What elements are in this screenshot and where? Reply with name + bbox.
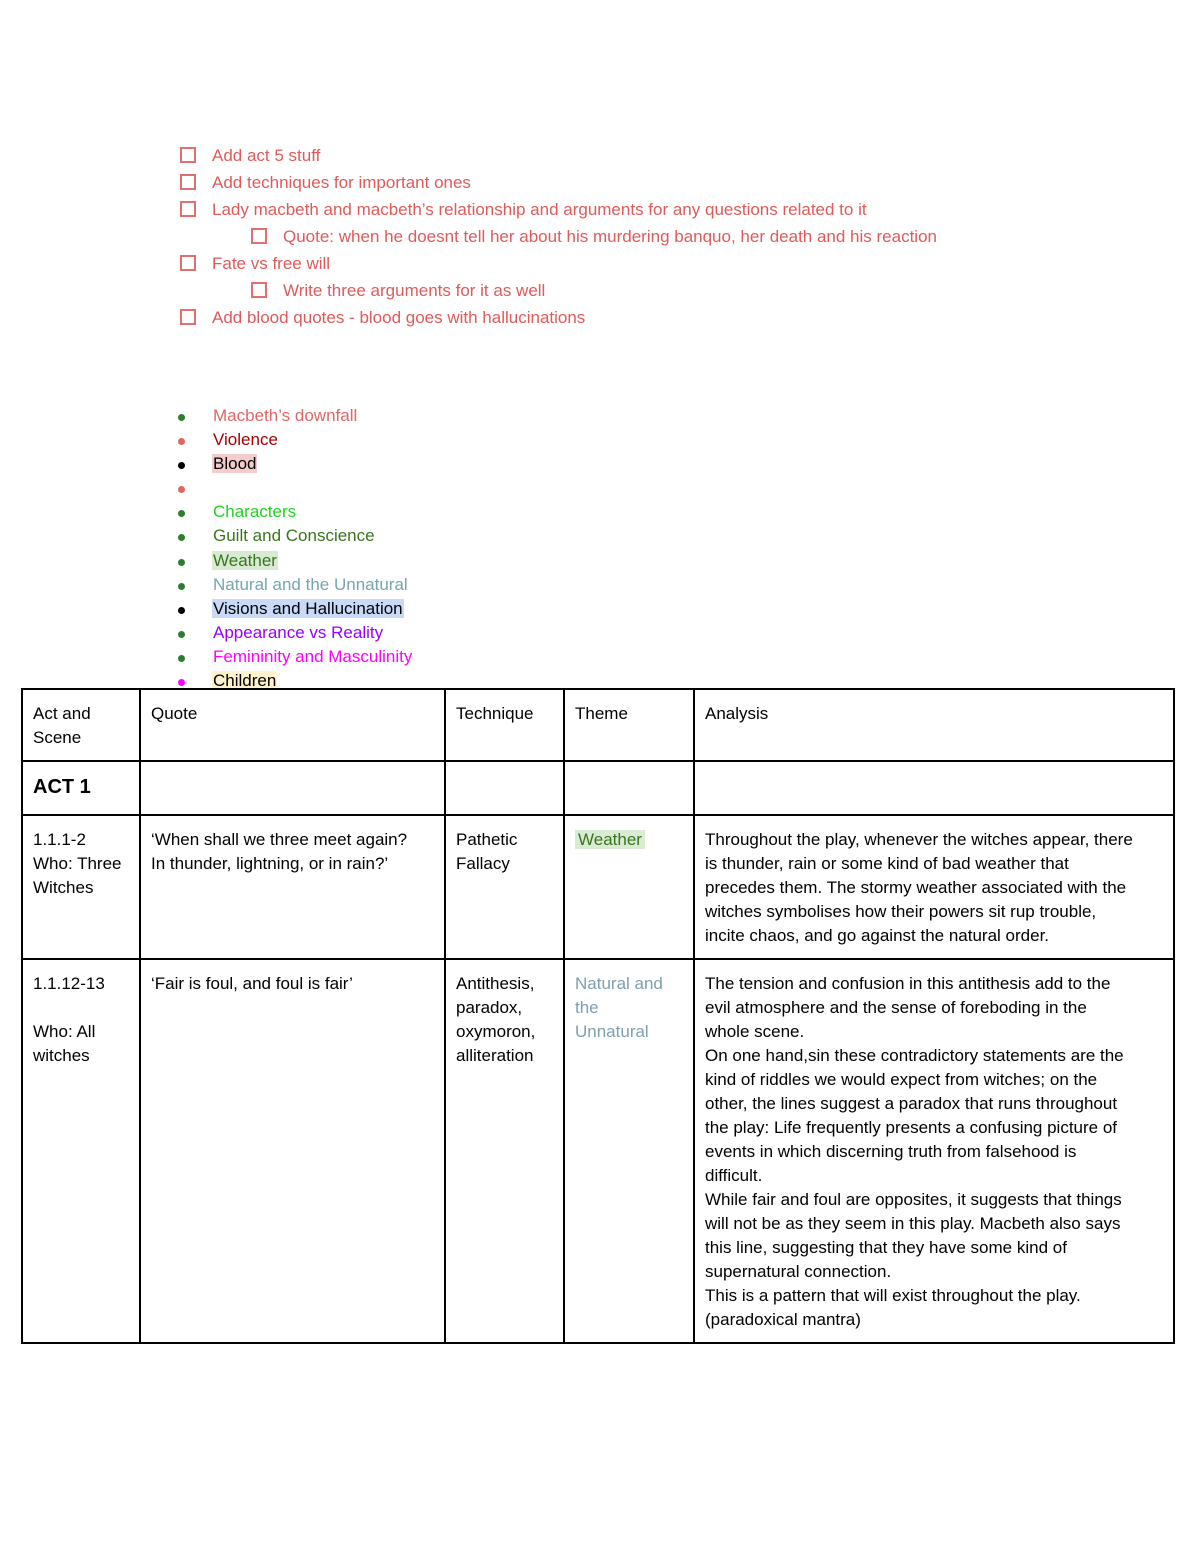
theme-label: Visions and Hallucination (213, 598, 403, 618)
header-theme: Theme (564, 689, 694, 761)
quote-cell: ‘When shall we three meet again? In thunder, lightning, or in rain?’ (140, 815, 445, 959)
todo-item-label: Add techniques for important ones (212, 173, 471, 192)
theme-cell (564, 959, 694, 1343)
empty-cell (445, 761, 564, 815)
table-row (22, 815, 1174, 959)
todo-item[interactable] (178, 304, 937, 331)
bullet-icon (178, 462, 185, 469)
theme-label: Weather (213, 550, 277, 570)
bullet-icon (178, 559, 185, 566)
header-quote: Quote (140, 689, 445, 761)
todo-item[interactable] (178, 196, 937, 223)
todo-checklist (178, 142, 937, 331)
theme-label (212, 478, 214, 497)
theme-legend-item (170, 573, 413, 597)
theme-label: Natural and the Unnatural (213, 574, 408, 594)
bullet-icon (178, 655, 185, 662)
act-scene-cell: 1.1.12-13 Who: All witches (22, 959, 140, 1343)
checkbox-icon[interactable] (251, 282, 267, 298)
theme-label: Femininity and Masculinity (213, 646, 413, 666)
theme-tag: Weather (575, 830, 645, 849)
checkbox-icon[interactable] (180, 147, 196, 163)
act-heading-cell (22, 761, 140, 815)
theme-legend-item (170, 428, 413, 452)
theme-legend-item (170, 404, 413, 428)
theme-cell (564, 815, 694, 959)
empty-cell (694, 761, 1174, 815)
theme-legend-item (170, 621, 413, 645)
empty-cell (564, 761, 694, 815)
theme-label: Children (213, 671, 277, 691)
bullet-icon (178, 631, 185, 638)
theme-label: Appearance vs Reality (213, 622, 384, 642)
header-act-scene: Act and Scene (22, 689, 140, 761)
todo-subitem[interactable] (178, 223, 937, 250)
theme-legend-item (170, 645, 413, 669)
bullet-icon (178, 679, 185, 686)
todo-subitem[interactable] (178, 277, 937, 304)
theme-label: Blood (213, 454, 257, 474)
act-scene-cell: 1.1.1-2 Who: Three Witches (22, 815, 140, 959)
header-technique: Technique (445, 689, 564, 761)
theme-label: Characters (213, 502, 297, 522)
theme-legend (170, 404, 413, 693)
header-analysis: Analysis (694, 689, 1174, 761)
theme-legend-item (170, 524, 413, 548)
theme-label: Guilt and Conscience (213, 526, 375, 546)
todo-item-label: Write three arguments for it as well (283, 281, 546, 300)
todo-item-label: Add act 5 stuff (212, 146, 321, 165)
quote-cell: ‘Fair is foul, and foul is fair’ (140, 959, 445, 1343)
todo-item[interactable] (178, 142, 937, 169)
bullet-icon (178, 438, 185, 445)
analysis-cell: The tension and confusion in this antithesis add to the evil atmosphere and the sense of foreboding in the whole scene. On one hand,sin these contradictory statements are the kind of riddles we would expect from witches; on the other, the lines suggest a paradox that runs throughout the play: Life frequently presents a confusing picture of events in which discerning truth from falsehood is difficult. While fair and foul are opposites, it suggests that things will not be as they seem in this play. Macbeth also says this line, suggesting that they have some kind of supernatural connection. This is a pattern that will exist throughout the play. (paradoxical mantra) (694, 959, 1174, 1343)
theme-label: Violence (213, 430, 278, 450)
checkbox-icon[interactable] (180, 201, 196, 217)
table-header-row (22, 689, 1174, 761)
bullet-icon (178, 510, 185, 517)
todo-item-label: Fate vs free will (212, 254, 331, 273)
todo-item-label: Lady macbeth and macbeth’s relationship and arguments for any questions related to it (212, 200, 867, 219)
theme-legend-item (170, 476, 413, 500)
bullet-icon (178, 607, 185, 614)
technique-cell: Pathetic Fallacy (445, 815, 564, 959)
todo-item-label: Add blood quotes - blood goes with hallucinations (212, 308, 586, 327)
todo-item-label: Quote: when he doesnt tell her about his murdering banquo, her death and his reaction (283, 227, 937, 246)
theme-label: Macbeth’s downfall (213, 406, 358, 425)
table-row (22, 959, 1174, 1343)
quotes-table (21, 688, 1175, 1344)
checkbox-icon[interactable] (180, 174, 196, 190)
bullet-icon (178, 486, 185, 493)
bullet-icon (178, 414, 185, 421)
bullet-icon (178, 583, 185, 590)
empty-cell (140, 761, 445, 815)
bullet-icon (178, 534, 185, 541)
theme-tag: Natural and the Unnatural (575, 974, 663, 1041)
checkbox-icon[interactable] (180, 309, 196, 325)
theme-legend-item (170, 452, 413, 476)
analysis-cell: Throughout the play, whenever the witches appear, there is thunder, rain or some kind of bad weather that precedes them. The stormy weather associated with the witches symbolises how their powers sit rup trouble, incite chaos, and go against the natural order. (694, 815, 1174, 959)
todo-item[interactable] (178, 169, 937, 196)
act-label: ACT 1 (33, 776, 91, 798)
theme-legend-item (170, 500, 413, 524)
technique-cell: Antithesis, paradox, oxymoron, alliteration (445, 959, 564, 1343)
checkbox-icon[interactable] (180, 255, 196, 271)
theme-legend-item (170, 597, 413, 621)
theme-legend-item (170, 549, 413, 573)
act-heading-row (22, 761, 1174, 815)
todo-item[interactable] (178, 250, 937, 277)
checkbox-icon[interactable] (251, 228, 267, 244)
